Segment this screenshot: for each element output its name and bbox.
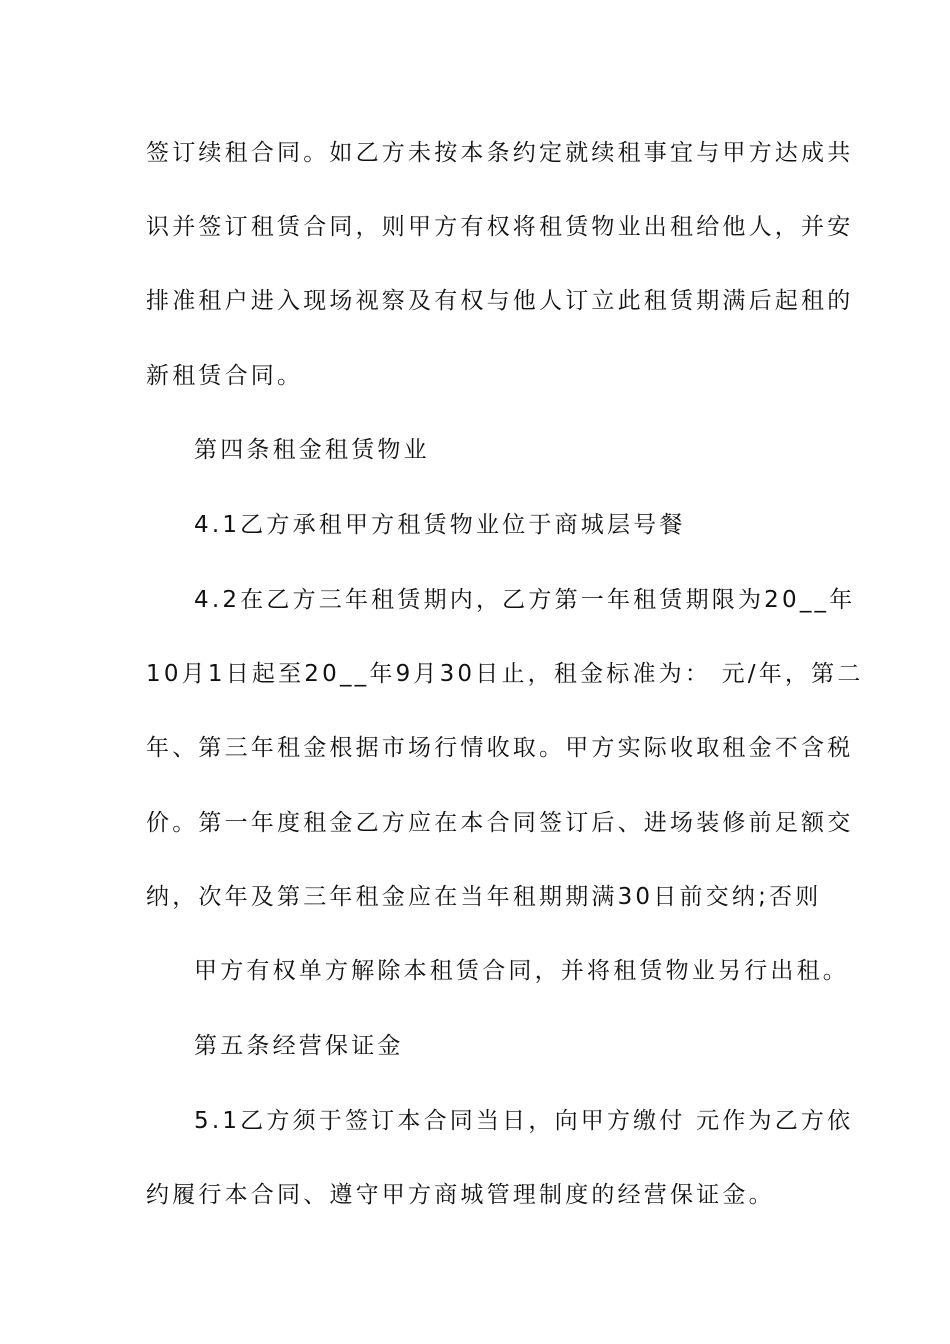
section-heading: 第五条经营保证金 <box>194 1033 404 1059</box>
paragraph-line: 甲方有权单方解除本租赁合同，并将租赁物业另行出租。 <box>194 958 849 984</box>
paragraph-line: 10月1日起至20__年9月30日止，租金标准为： 元/年，第二 <box>146 661 864 687</box>
paragraph-line: 新租赁合同。 <box>146 363 304 389</box>
clause-line: 4.2在乙方三年租赁期内，乙方第一年租赁期限为20__年 <box>194 587 856 613</box>
paragraph-line: 约履行本合同、遵守甲方商城管理制度的经营保证金。 <box>146 1182 775 1208</box>
clause-line: 4.1乙方承租甲方租赁物业位于商城层号餐 <box>194 512 686 538</box>
paragraph-line: 纳，次年及第三年租金应在当年租期期满30日前交纳;否则 <box>146 884 822 910</box>
section-heading: 第四条租金租赁物业 <box>194 437 430 463</box>
paragraph-line: 签订续租合同。如乙方未按本条约定就续租事宜与甲方达成共 <box>146 140 854 166</box>
paragraph-line: 价。第一年度租金乙方应在本合同签订后、进场装修前足额交 <box>146 810 854 836</box>
paragraph-line: 排准租户进入现场视察及有权与他人订立此租赁期满后起租的 <box>146 288 854 314</box>
paragraph-line: 年、第三年租金根据市场行情收取。甲方实际收取租金不含税 <box>146 735 854 761</box>
clause-line: 5.1乙方须于签订本合同当日，向甲方缴付 元作为乙方依 <box>194 1108 854 1134</box>
paragraph-line: 识并签订租赁合同，则甲方有权将租赁物业出租给他人，并安 <box>146 214 854 240</box>
